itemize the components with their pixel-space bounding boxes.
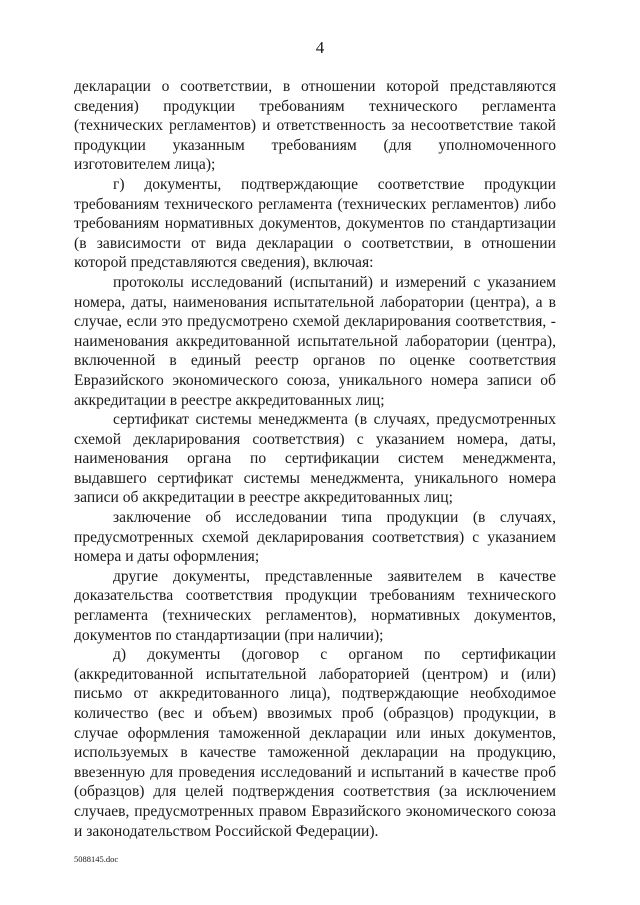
paragraph-7: д) документы (договор с органом по сертификации (аккредитованной испытательной лабораторией (центром) и (или) письмо от аккредитованного лица), подтверждающие необходимое количество (вес и объем) ввозимых проб (образцов) продукции, в случае оформления таможенной декларации или иных документов, используемых в качестве таможенной декларации на продукцию, ввезенную для проведения исследований и испытаний в качестве проб (образцов) для целей подтверждения соответствия (за исключением случаев, предусмотренных правом Евразийского экономического союза и законодательством Российской Федерации). bbox=[74, 646, 556, 840]
page-number: 4 bbox=[315, 38, 325, 57]
paragraph-5: заключение об исследовании типа продукции (в случаях, предусмотренных схемой декларирования соответствия) с указанием номера и даты оформления; bbox=[74, 509, 556, 566]
footer-document-code: 5088145.doc bbox=[74, 854, 119, 864]
paragraph-4: сертификат системы менеджмента (в случаях, предусмотренных схемой декларирования соответствия) с указанием номера, даты, наименования органа по сертификации систем менеджмента, выдавшего сертификат системы менеджмента, уникального номера записи об аккредитации в реестре аккредитованных лиц; bbox=[74, 411, 556, 507]
document-body bbox=[74, 77, 556, 841]
paragraph-1: декларации о соответствии, в отношении которой представляются сведения) продукции требованиям технического регламента (технических регламентов) и ответственность за несоответствие такой продукции указанным требованиям (для уполномоченного изготовителем лица); bbox=[74, 78, 556, 174]
paragraph-2: г) документы, подтверждающие соответствие продукции требованиям технического регламента (технических регламентов) либо требованиям нормативных документов, документов по стандартизации (в зависимости от вида декларации о соответствии, в отношении которой представляются сведения), включая: bbox=[74, 175, 556, 272]
paragraph-3: протоколы исследований (испытаний) и измерений с указанием номера, даты, наименования испытательной лаборатории (центра), а в случае, если это предусмотрено схемой декларирования соответствия, - наименования аккредитованной испытательной лаборатории (центра), включенной в единый реестр органов по оценке соответствия Евразийского экономического союза, уникального номера записи об аккредитации в реестре аккредитованных лиц; bbox=[74, 273, 556, 409]
paragraph-6: другие документы, представленные заявителем в качестве доказательства соответствия продукции требованиям технического регламента (технических регламентов), нормативных документов, документов по стандартизации (при наличии); bbox=[74, 567, 556, 644]
